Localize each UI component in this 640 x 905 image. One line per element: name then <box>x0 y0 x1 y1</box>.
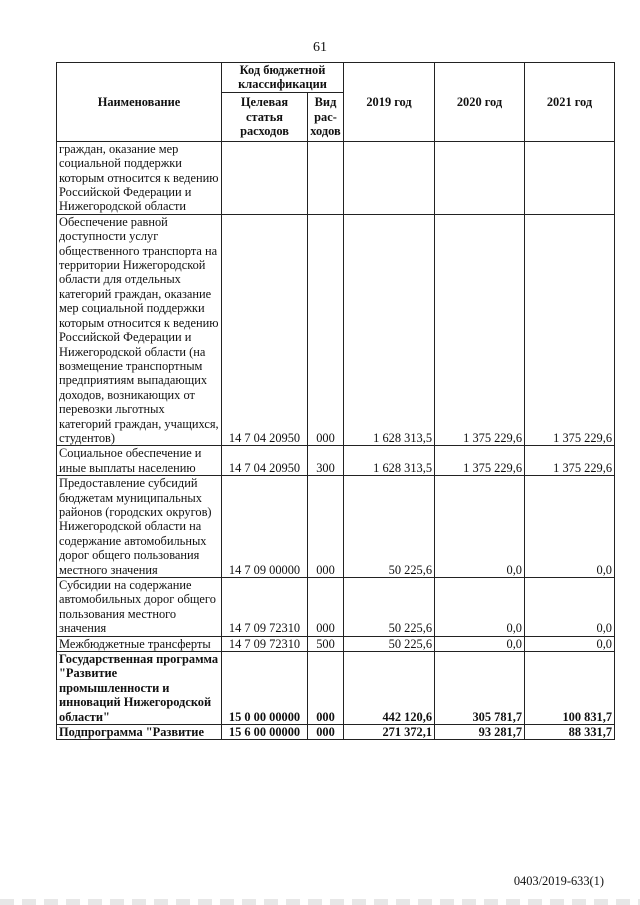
row-name-cell: Подпрограмма "Развитие <box>57 725 222 740</box>
header-expense-type: Вид рас-ходов <box>308 92 344 141</box>
row-2021-cell: 0,0 <box>525 578 615 637</box>
row-code-cell: 14 7 09 72310 <box>222 578 308 637</box>
header-code-group: Код бюджетной классификации <box>222 63 344 93</box>
row-2019-cell: 1 628 313,5 <box>344 446 435 476</box>
row-2020-cell: 0,0 <box>435 476 525 578</box>
header-target-article: Целевая статья расходов <box>222 92 308 141</box>
row-2019-cell: 50 225,6 <box>344 636 435 651</box>
row-kind-cell: 500 <box>308 636 344 651</box>
row-2021-cell: 100 831,7 <box>525 652 615 725</box>
row-name-cell: Предоставление субсидий бюджетам муниципальных районов (городских округов) Нижегородской области на содержание автомобильных дорог общего пользования местного значения <box>57 476 222 578</box>
row-name-cell: Межбюджетные трансферты <box>57 636 222 651</box>
row-name-cell: граждан, оказание мер социальной поддержки которым относится к ведению Российской Федерации и Нижегородской области <box>57 141 222 214</box>
header-name: Наименование <box>57 63 222 142</box>
table-row <box>57 578 615 637</box>
table-header <box>57 63 615 142</box>
row-kind-cell: 000 <box>308 476 344 578</box>
table-row <box>57 446 615 476</box>
row-code-cell: 14 7 04 20950 <box>222 214 308 446</box>
page-number: 61 <box>313 40 327 55</box>
row-kind-cell: 000 <box>308 214 344 446</box>
row-2021-cell: 0,0 <box>525 636 615 651</box>
row-kind-cell: 000 <box>308 652 344 725</box>
row-code-cell: 15 0 00 00000 <box>222 652 308 725</box>
row-kind-cell: 300 <box>308 446 344 476</box>
table-row <box>57 141 615 214</box>
row-code-cell <box>222 141 308 214</box>
row-kind-cell <box>308 141 344 214</box>
row-kind-cell: 000 <box>308 578 344 637</box>
budget-table <box>56 62 615 740</box>
row-2020-cell: 1 375 229,6 <box>435 214 525 446</box>
row-2019-cell: 442 120,6 <box>344 652 435 725</box>
scan-artifact <box>0 899 640 905</box>
row-name-cell: Социальное обеспечение и иные выплаты населению <box>57 446 222 476</box>
row-2020-cell <box>435 141 525 214</box>
row-code-cell: 14 7 09 00000 <box>222 476 308 578</box>
row-code-cell: 14 7 09 72310 <box>222 636 308 651</box>
table-row <box>57 725 615 740</box>
row-2020-cell: 305 781,7 <box>435 652 525 725</box>
row-2021-cell: 0,0 <box>525 476 615 578</box>
row-2019-cell: 271 372,1 <box>344 725 435 740</box>
row-2019-cell <box>344 141 435 214</box>
row-code-cell: 14 7 04 20950 <box>222 446 308 476</box>
row-2021-cell: 88 331,7 <box>525 725 615 740</box>
row-name-cell: Субсидии на содержание автомобильных дорог общего пользования местного значения <box>57 578 222 637</box>
row-2019-cell: 50 225,6 <box>344 476 435 578</box>
document-code: 0403/2019-633(1) <box>513 874 604 888</box>
table-row <box>57 652 615 725</box>
header-2021: 2021 год <box>525 63 615 142</box>
row-2020-cell: 1 375 229,6 <box>435 446 525 476</box>
row-2021-cell <box>525 141 615 214</box>
row-2021-cell: 1 375 229,6 <box>525 214 615 446</box>
header-2019: 2019 год <box>344 63 435 142</box>
row-code-cell: 15 6 00 00000 <box>222 725 308 740</box>
table-body <box>57 141 615 740</box>
row-2020-cell: 93 281,7 <box>435 725 525 740</box>
row-2019-cell: 1 628 313,5 <box>344 214 435 446</box>
row-kind-cell: 000 <box>308 725 344 740</box>
row-name-cell: Государственная программа "Развитие промышленности и инноваций Нижегородской области" <box>57 652 222 725</box>
row-2019-cell: 50 225,6 <box>344 578 435 637</box>
table-row <box>57 214 615 446</box>
row-2020-cell: 0,0 <box>435 578 525 637</box>
row-2020-cell: 0,0 <box>435 636 525 651</box>
table-row <box>57 476 615 578</box>
row-name-cell: Обеспечение равной доступности услуг общественного транспорта на территории Нижегородской области для отдельных категорий граждан, оказание мер социальной поддержки которым относится к ведению Российской Федерации и Нижегородской области (на возмещение транспортным предприятиям выпадающих доходов, возникающих от перевозки льготных категорий граждан, учащихся, студентов) <box>57 214 222 446</box>
table-row <box>57 636 615 651</box>
row-2021-cell: 1 375 229,6 <box>525 446 615 476</box>
header-2020: 2020 год <box>435 63 525 142</box>
